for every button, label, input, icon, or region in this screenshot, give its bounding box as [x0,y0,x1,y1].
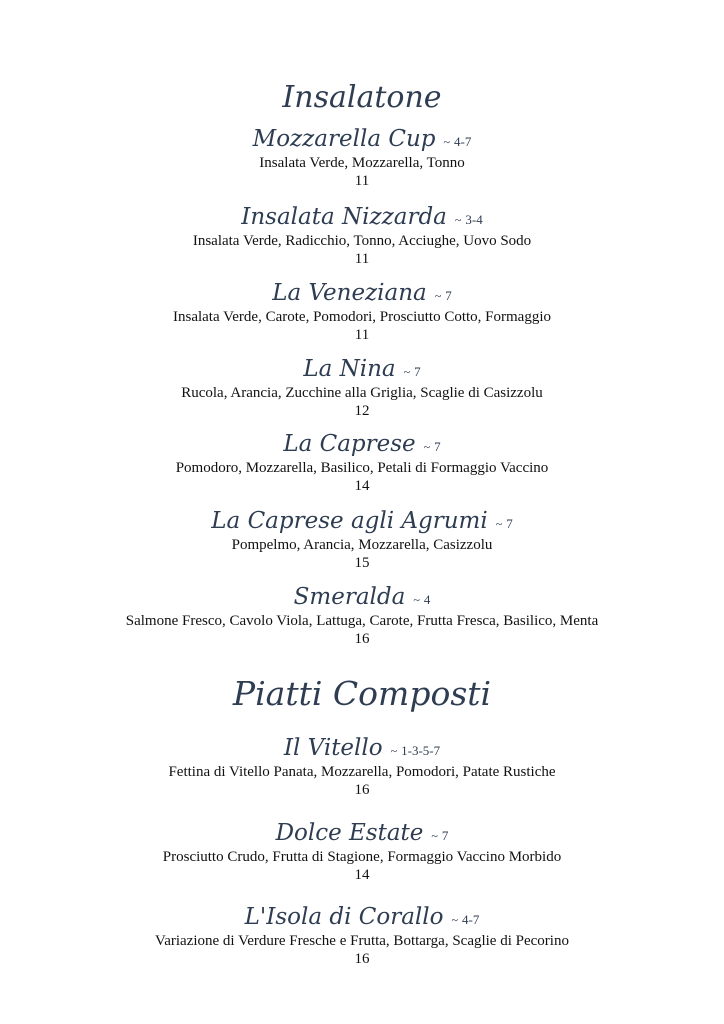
item-description: Insalata Verde, Mozzarella, Tonno [259,155,465,171]
item-price: 16 [354,782,370,798]
menu-item-isola-di-corallo [0,902,724,968]
item-price: 16 [354,951,370,967]
item-separator: ~ [451,913,458,927]
item-price: 14 [354,867,370,883]
item-allergens: 4-7 [453,134,472,149]
item-allergens: 7 [445,288,452,303]
item-description: Salmone Fresco, Cavolo Viola, Lattuga, Carote, Frutta Fresca, Basilico, Menta [125,613,599,629]
item-name: La Caprese agli Agrumi [211,508,488,534]
section-title-piatti-composti: Piatti Composti [232,674,492,713]
item-price: 11 [354,173,370,189]
item-separator: ~ [423,440,431,454]
item-separator: ~ [403,365,411,379]
item-separator: ~ [454,213,462,227]
item-description: Fettina di Vitello Panata, Mozzarella, Pomodori, Patate Rustiche [168,764,556,780]
item-allergens: 1-3-5-7 [401,743,441,758]
item-description: Pompelmo, Arancia, Mozzarella, Casizzolu [231,537,493,553]
item-price: 11 [354,327,370,343]
item-allergens: 7 [506,516,513,531]
item-allergens: 7 [414,364,421,379]
item-separator: ~ [495,517,503,531]
item-separator: ~ [413,593,420,607]
item-price: 14 [354,478,370,494]
item-allergens: 4 [423,592,431,607]
item-price: 12 [354,403,370,419]
item-name: Il Vitello [283,735,383,761]
menu-item-mozzarella-cup [0,124,724,190]
item-name: Mozzarella Cup [252,126,436,152]
menu-item-la-caprese [0,429,724,495]
item-description: Insalata Verde, Radicchio, Tonno, Acciughe, Uovo Sodo [192,233,532,249]
item-name: Smeralda [293,584,406,610]
item-separator: ~ [390,744,398,758]
item-name: Insalata Nizzarda [241,204,447,230]
menu-item-dolce-estate [0,818,724,884]
item-name: L'Isola di Corallo [244,904,444,930]
menu-item-la-veneziana [0,278,724,344]
item-description: Variazione di Verdure Fresche e Frutta, Bottarga, Scaglie di Pecorino [155,933,569,949]
item-price: 16 [354,631,370,647]
item-description: Pomodoro, Mozzarella, Basilico, Petali di Formaggio Vaccino [175,460,549,476]
menu-item-smeralda [0,582,724,648]
item-name: La Veneziana [272,280,427,306]
item-description: Prosciutto Crudo, Frutta di Stagione, Formaggio Vaccino Morbido [162,849,562,865]
item-separator: ~ [443,135,450,149]
item-name: Dolce Estate [275,820,424,846]
item-description: Insalata Verde, Carote, Pomodori, Prosciutto Cotto, Formaggio [172,309,551,325]
item-allergens: 7 [441,828,449,843]
item-allergens: 3-4 [465,212,483,227]
menu-item-il-vitello [0,733,724,799]
item-allergens: 4-7 [461,912,480,927]
menu-item-la-caprese-agli-agrumi [0,506,724,572]
item-allergens: 7 [434,439,441,454]
item-price: 11 [354,251,370,267]
item-description: Rucola, Arancia, Zucchine alla Griglia, Scaglie di Casizzolu [181,385,543,401]
menu-item-la-nina [0,354,724,420]
menu-item-insalata-nizzarda [0,202,724,268]
section-title-insalatone: Insalatone [282,80,442,115]
item-price: 15 [354,555,370,571]
item-name: La Caprese [283,431,416,457]
item-separator: ~ [434,289,442,303]
item-name: La Nina [303,356,396,382]
item-separator: ~ [431,829,438,843]
